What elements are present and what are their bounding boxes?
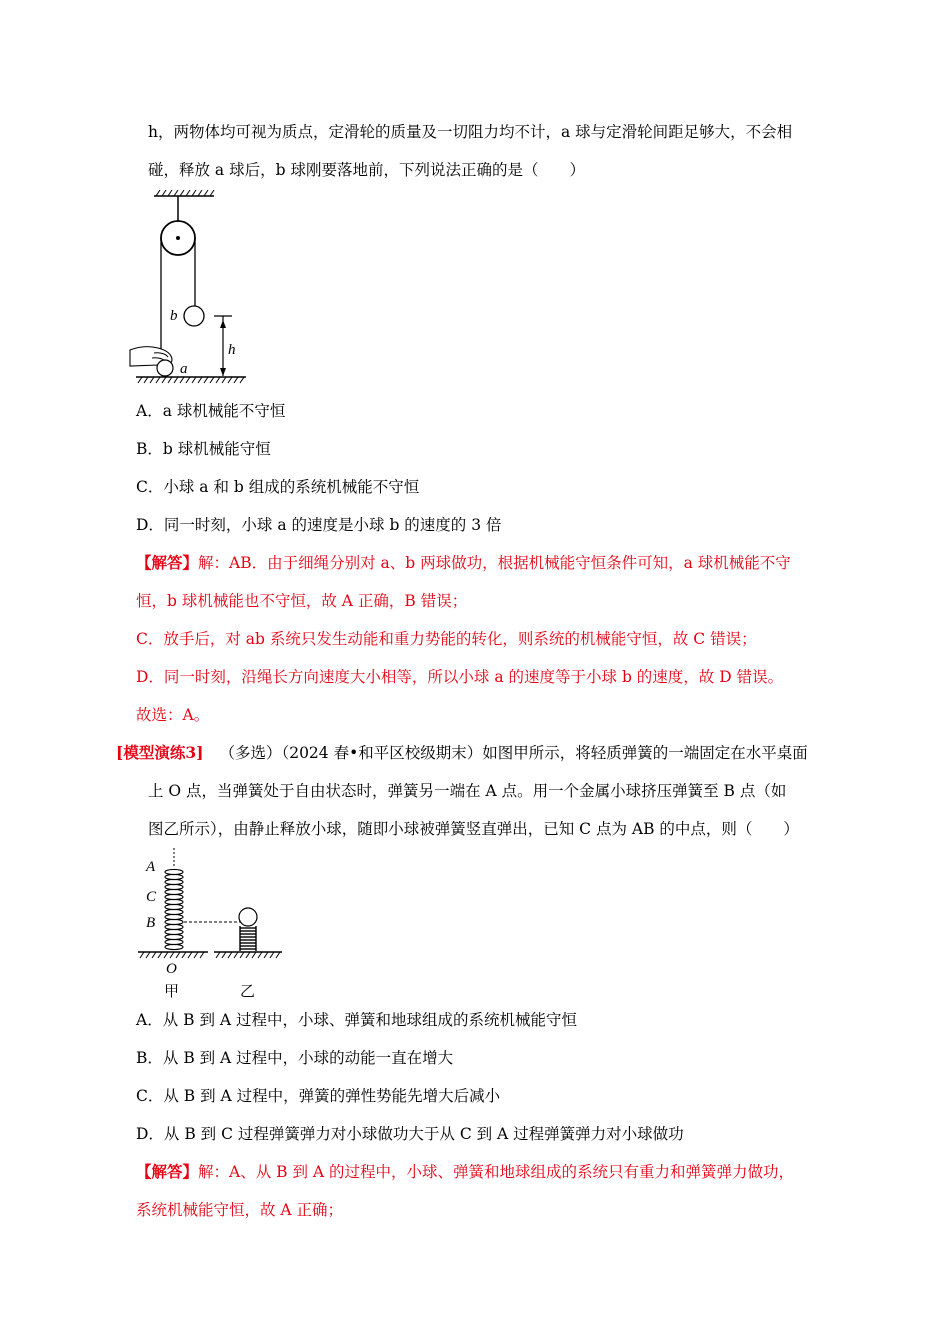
ball-a: [157, 360, 173, 376]
exercise-3-answer-line-2: 系统机械能守恒，故 A 正确；: [136, 1201, 344, 1219]
option-d: D．同一时刻，小球 a 的速度是小球 b 的速度的 3 倍: [136, 516, 502, 534]
exercise-3-option-d: D．从 B 到 C 过程弹簧弹力对小球做功大于从 C 到 A 过程弹簧弹力对小球做功: [136, 1125, 684, 1143]
answer-text: 解：AB．由于细绳分别对 a、b 两球做功，根据机械能守恒条件可知，a 球机械能不守: [198, 554, 791, 572]
answer-tag: 【解答】: [136, 553, 199, 572]
exercise-3-answer-text: 解：A、从 B 到 A 的过程中，小球、弹簧和地球组成的系统只有重力和弹簧弹力做功，: [198, 1163, 795, 1181]
label-O: O: [166, 961, 177, 977]
label-C: C: [146, 889, 157, 905]
exercise-3-answer-line-1: [136, 1161, 794, 1183]
label-h: h: [228, 342, 236, 358]
exercise-3-stem-line-3: 图乙所示），由静止释放小球，随即小球被弹簧竖直弹出，已知 C 点为 AB 的中点，则（ ）: [148, 820, 799, 838]
question-stem-line-1: h，两物体均可视为质点，定滑轮的质量及一切阻力均不计，a 球与定滑轮间距足够大，不会相: [148, 123, 793, 141]
question-stem-line-2: 碰，释放 a 球后，b 球刚要落地前，下列说法正确的是（ ）: [148, 161, 585, 179]
answer-choice: 故选：A。: [136, 706, 210, 724]
answer-line-2: 恒，b 球机械能也不守恒，故 A 正确，B 错误；: [136, 592, 468, 610]
exercise-3-stem-text: （多选）（2024 春•和平区校级期末）如图甲所示，将轻质弹簧的一端固定在水平桌面: [219, 744, 808, 762]
answer-line-1: [136, 552, 791, 574]
exercise-3-stem-line-1: [116, 742, 808, 764]
label-a: a: [180, 361, 188, 377]
label-B: B: [146, 915, 156, 931]
spring-jia: [165, 869, 183, 949]
metal-ball: [239, 908, 257, 926]
exercise-3-answer-tag: 【解答】: [136, 1162, 199, 1181]
pulley-figure: [128, 190, 258, 390]
option-c: C．小球 a 和 b 组成的系统机械能不守恒: [136, 478, 420, 496]
answer-line-3: C．放手后，对 ab 系统只发生动能和重力势能的转化，则系统的机械能守恒，故 C 错误；: [136, 630, 757, 648]
exercise-tag: [模型演练3]: [116, 743, 204, 762]
exercise-3-stem-line-2: 上 O 点，当弹簧处于自由状态时，弹簧另一端在 A 点。用一个金属小球挤压弹簧至 B 点（如: [148, 782, 787, 800]
ball-b: [184, 306, 204, 326]
spring-figure: [130, 846, 290, 1004]
label-yi: 乙: [240, 982, 256, 1000]
label-b: b: [170, 308, 178, 324]
option-b: B．b 球机械能守恒: [136, 440, 271, 458]
label-jia: 甲: [164, 982, 180, 1000]
option-a: A．a 球机械能不守恒: [136, 402, 286, 420]
exercise-3-option-a: A．从 B 到 A 过程中，小球、弹簧和地球组成的系统机械能守恒: [136, 1011, 577, 1029]
spring-yi: [240, 926, 256, 951]
answer-line-4: D．同一时刻，沿绳长方向速度大小相等，所以小球 a 的速度等于小球 b 的速度，故 D 错误。: [136, 668, 784, 686]
exercise-3-option-c: C．从 B 到 A 过程中，弹簧的弹性势能先增大后减小: [136, 1087, 501, 1105]
exercise-3-option-b: B．从 B 到 A 过程中，小球的动能一直在增大: [136, 1049, 454, 1067]
label-A: A: [146, 859, 156, 875]
